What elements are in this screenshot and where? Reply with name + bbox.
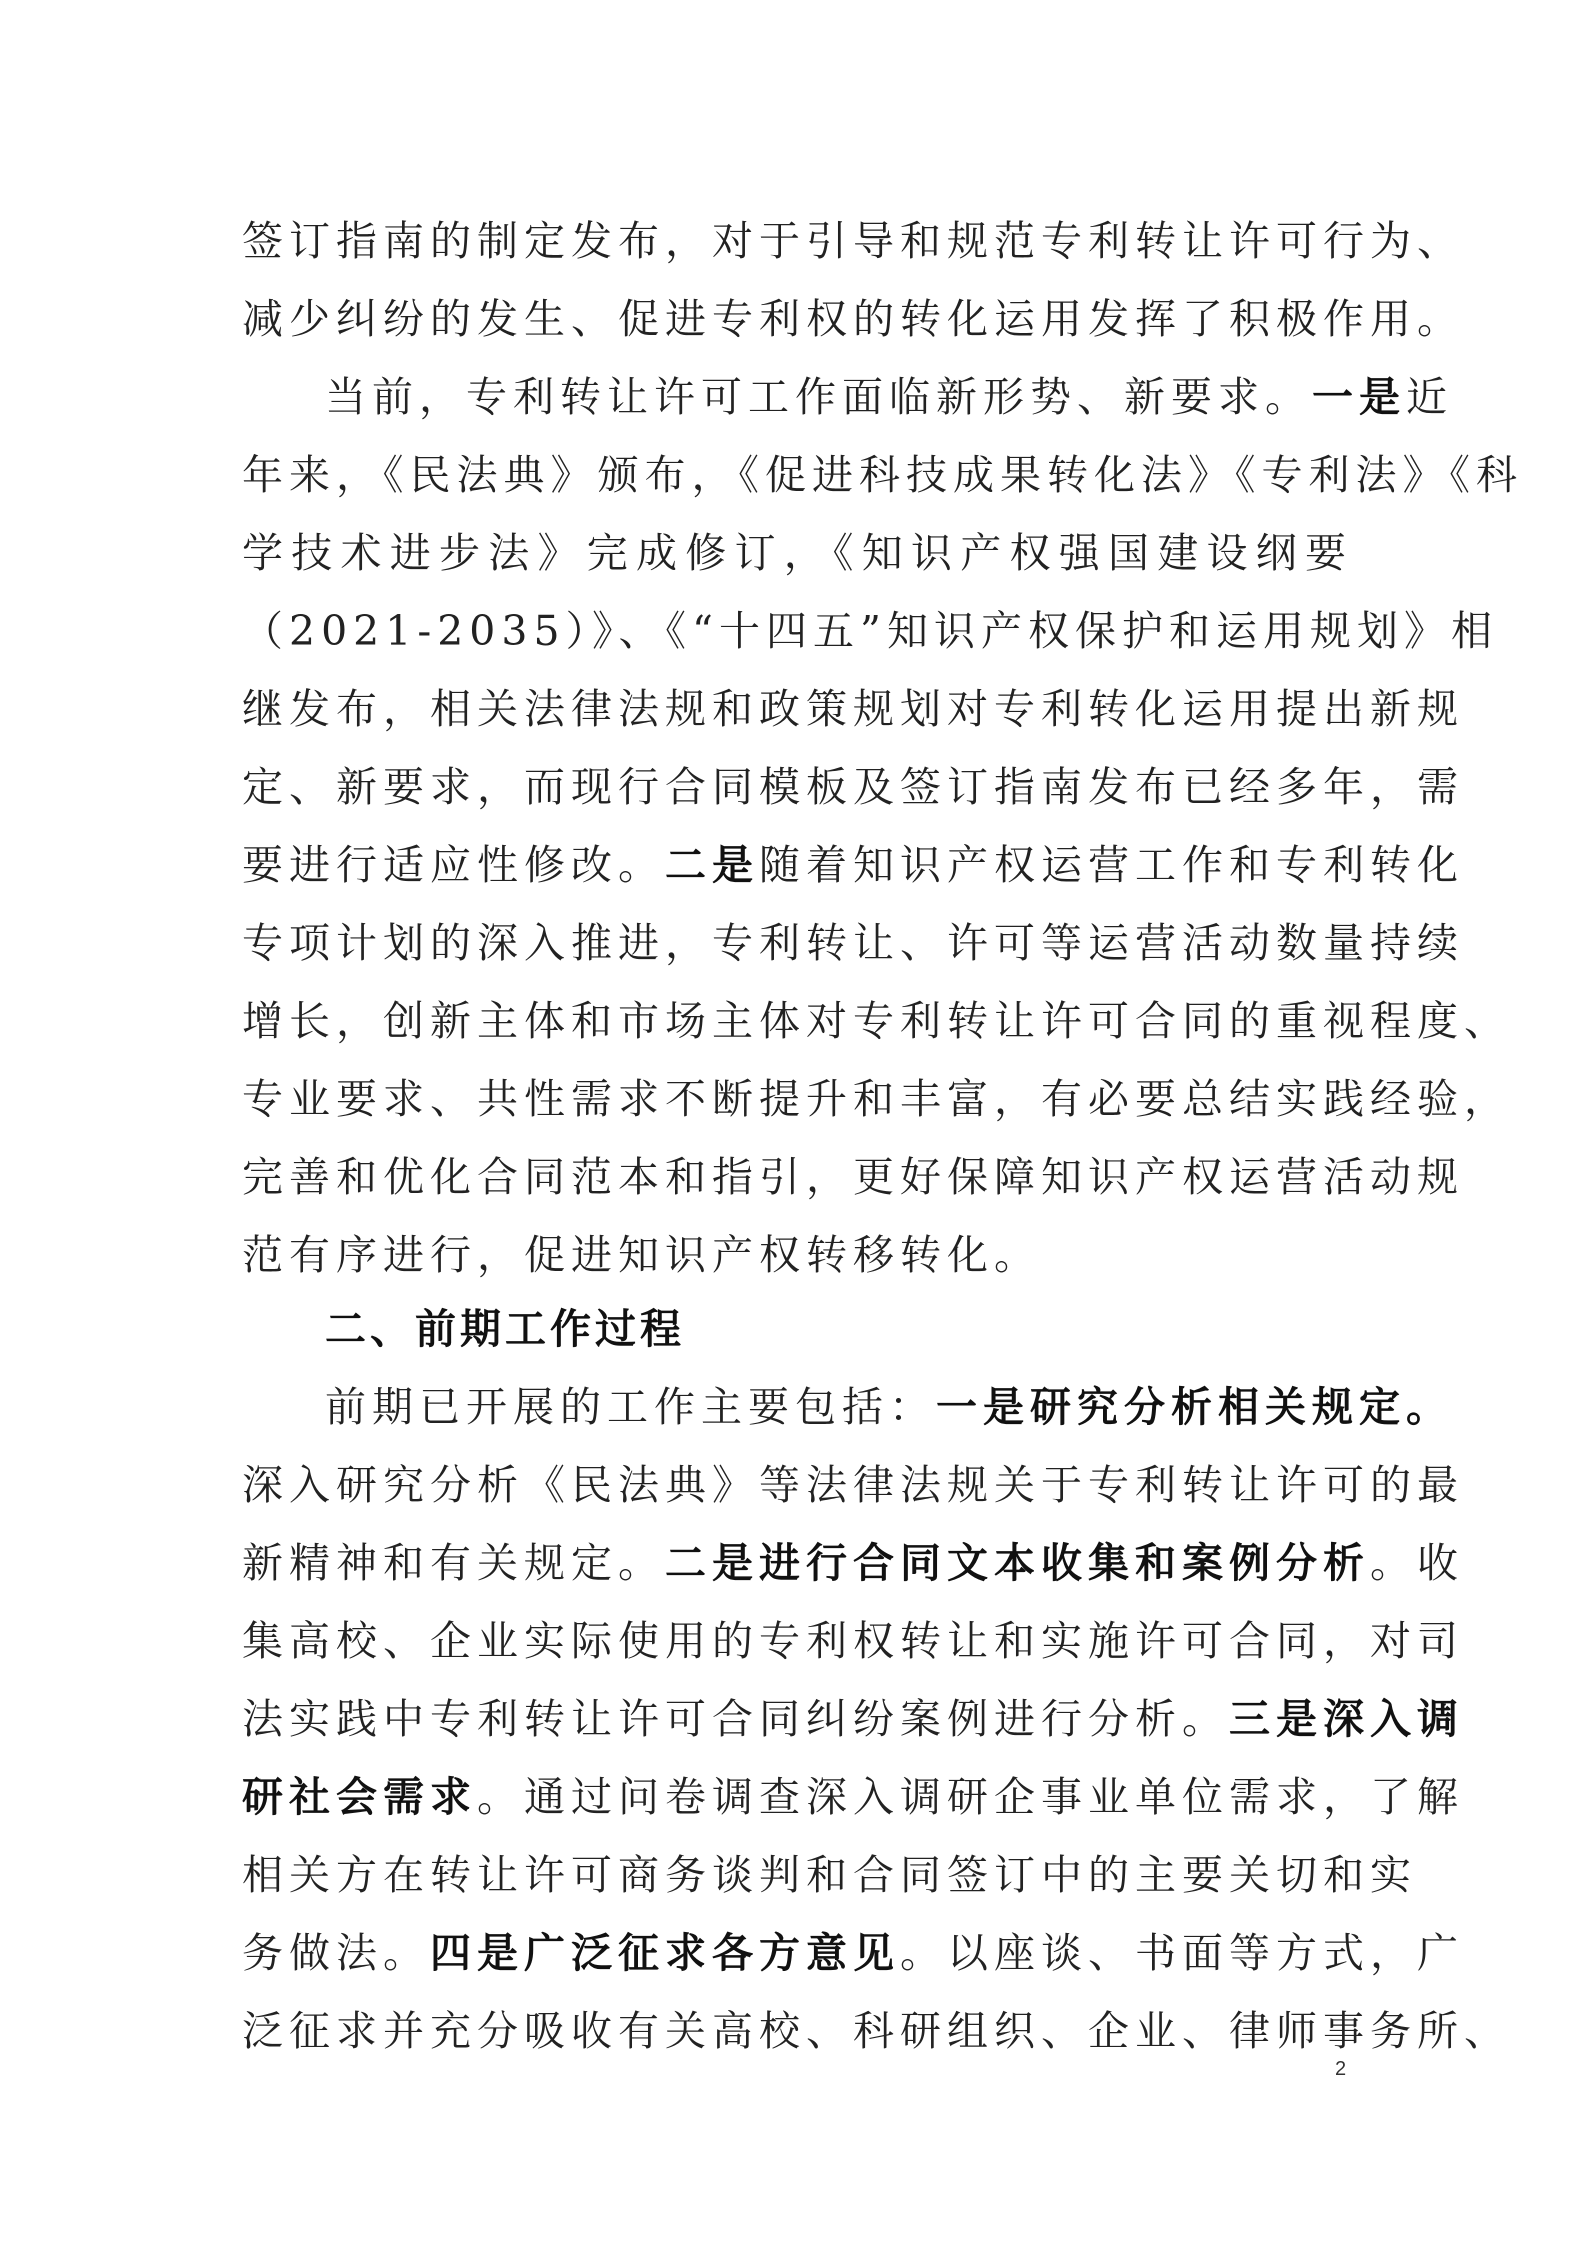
text-segment: 专项计划的深入推进，专利转让、许可等运营活动数量持续 — [242, 919, 1464, 967]
text-segment: 签订指南的制定发布，对于引导和规范专利转让许可行为、 — [242, 217, 1464, 265]
text-line — [242, 916, 1464, 970]
text-segment: 年来，《民法典》颁布，《促进科技成果转化法》《专利法》《科 — [242, 451, 1523, 499]
text-segment: 范有序进行，促进知识产权转移转化。 — [242, 1231, 1041, 1279]
text-line — [242, 760, 1464, 814]
text-segment: 深入研究分析《民法典》等法律法规关于专利转让许可的最 — [242, 1461, 1464, 1509]
text-line — [325, 1380, 1453, 1434]
text-segment: 增长，创新主体和市场主体对专利转让许可合同的重视程度、 — [242, 997, 1511, 1045]
text-segment: 。以座谈、书面等方式，广 — [900, 1929, 1464, 1977]
text-segment: 当前，专利转让许可工作面临新形势、新要求。 — [325, 373, 1312, 421]
text-segment: 专业要求、共性需求不断提升和丰富，有必要总结实践经验， — [242, 1075, 1511, 1123]
text-line — [242, 1458, 1464, 1512]
text-line — [242, 1614, 1464, 1668]
text-line — [242, 1150, 1464, 1204]
text-line — [242, 2004, 1511, 2058]
text-segment: 新精神和有关规定。 — [242, 1539, 665, 1587]
bold-text-segment: 一是研究分析相关规定。 — [936, 1383, 1453, 1431]
text-line — [242, 1228, 1352, 1282]
text-line — [325, 370, 1453, 424]
text-segment: 法实践中专利转让许可合同纠纷案例进行分析。 — [242, 1695, 1229, 1743]
section-heading: 二、前期工作过程 — [325, 1305, 685, 1353]
text-segment: 继发布，相关法律法规和政策规划对专利转化运用提出新规 — [242, 685, 1464, 733]
text-segment: 。通过问卷调查深入调研企事业单位需求，了解 — [477, 1773, 1464, 1821]
text-segment: 相关方在转让许可商务谈判和合同签订中的主要关切和实 — [242, 1851, 1417, 1899]
bold-text-segment: 二是 — [665, 841, 759, 889]
bold-text-segment: 研社会需求 — [242, 1773, 477, 1821]
text-line — [242, 1072, 1511, 1126]
text-segment: 定、新要求，而现行合同模板及签订指南发布已经多年，需 — [242, 763, 1464, 811]
bold-text-segment: 四是广泛征求各方意见 — [430, 1929, 900, 1977]
text-line — [242, 292, 1464, 346]
bold-text-segment: 三是深入调 — [1229, 1695, 1464, 1743]
text-line — [242, 1692, 1464, 1746]
text-segment: 泛征求并充分吸收有关高校、科研组织、企业、律师事务所、 — [242, 2007, 1511, 2055]
text-line — [242, 604, 1498, 658]
text-line — [242, 214, 1464, 268]
bold-text-segment: 二是进行合同文本收集和案例分析 — [665, 1539, 1370, 1587]
page-number: 2 — [1335, 2058, 1347, 2080]
text-line — [242, 1848, 1417, 1902]
text-segment: 要进行适应性修改。 — [242, 841, 665, 889]
text-line — [242, 838, 1464, 892]
text-line — [242, 1770, 1464, 1824]
text-segment: 学技术进步法》完成修订，《知识产权强国建设纲要 — [242, 529, 1352, 577]
text-segment: 前期已开展的工作主要包括： — [325, 1383, 936, 1431]
text-line — [242, 1536, 1464, 1590]
text-segment: （2021-2035）》、《“十四五”知识产权保护和运用规划》相 — [242, 607, 1498, 655]
text-segment: 随着知识产权运营工作和专利转化 — [759, 841, 1464, 889]
text-line — [242, 682, 1464, 736]
text-segment: 集高校、企业实际使用的专利权转让和实施许可合同，对司 — [242, 1617, 1464, 1665]
text-segment: 近 — [1406, 373, 1453, 421]
text-line — [242, 526, 1352, 580]
text-line — [242, 1926, 1464, 1980]
bold-text-segment: 一是 — [1312, 373, 1406, 421]
text-line — [242, 448, 1523, 502]
text-segment: 减少纠纷的发生、促进专利权的转化运用发挥了积极作用。 — [242, 295, 1464, 343]
text-segment: 。收 — [1370, 1539, 1464, 1587]
text-segment: 完善和优化合同范本和指引，更好保障知识产权运营活动规 — [242, 1153, 1464, 1201]
text-segment: 务做法。 — [242, 1929, 430, 1977]
text-line — [242, 994, 1511, 1048]
